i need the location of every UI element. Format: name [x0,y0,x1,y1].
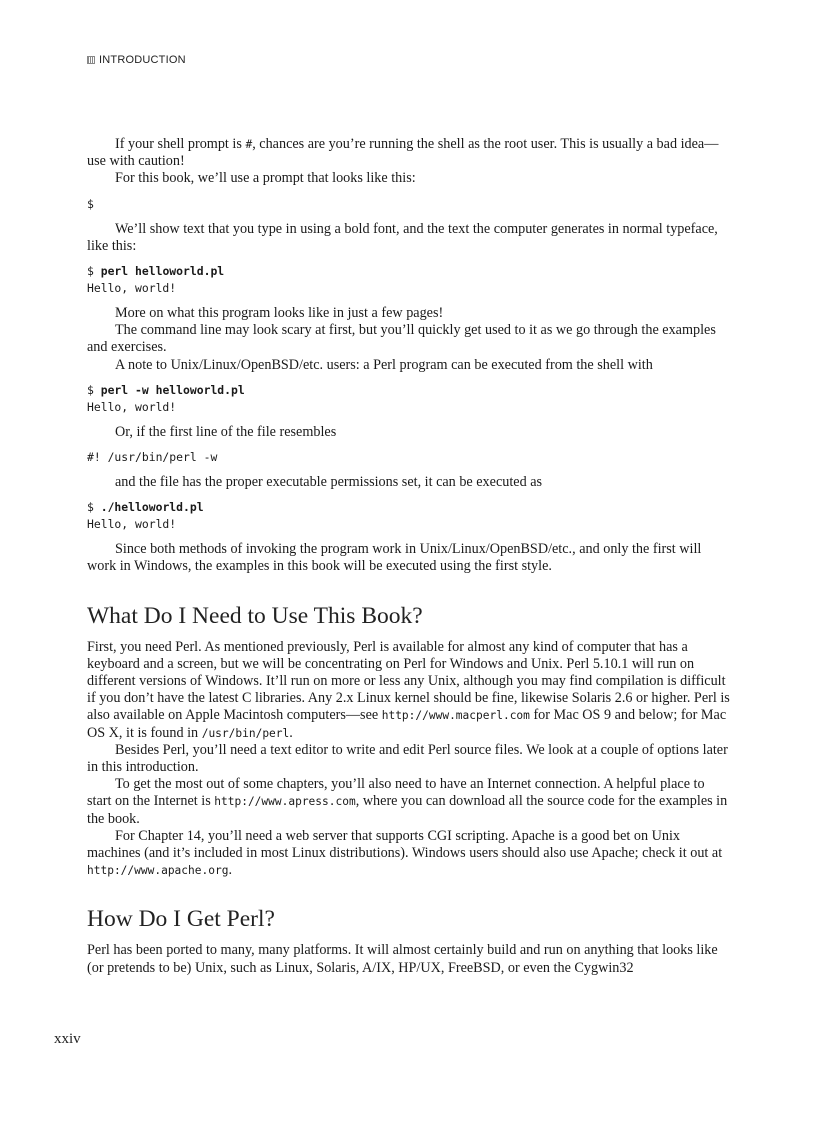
section-marker-icon [87,56,95,64]
heading-what-do-i-need: What Do I Need to Use This Book? [87,602,423,629]
code-prompt: $ [87,196,94,211]
paragraph-first-you-need-perl: First, you need Perl. As mentioned previously, Perl is available for almost any kind of computer that has a keyboard and a screen, but we will be concentrating on Perl for Windows and Unix. Perl 5.10.1 will run on different versions of Windows. It’ll run on more or less any Unix, although you may find compilation is difficult if you don’t have the latest C libraries. Any 2.x Linux kernel should be fine, likewise Solaris 2.6 or higher. Perl is also available on Apple Macintosh computers—see http://www.macperl.com for Mac OS 9 and below; for Mac OS X, it is found in /usr/bin/perl. [87,638,730,741]
typed-command: perl helloworld.pl [100,264,225,279]
code-block-2-input: $ perl -w helloworld.pl [87,382,245,397]
page-number: xxiv [54,1031,81,1047]
paragraph-unix-note: A note to Unix/Linux/OpenBSD/etc. users: a Perl program can be executed from the shell with [115,356,653,373]
heading-how-do-i-get-perl: How Do I Get Perl? [87,906,275,933]
code-block-1-output: Hello, world! [87,281,177,296]
code-block-3-output: Hello, world! [87,517,177,532]
paragraph-web-server: For Chapter 14, you’ll need a web server that supports CGI scripting. Apache is a good bet on Unix machines (and it’s included in most Linux distributions). Windows users should also use Apache; check it out at http://www.apache.org. [87,827,723,879]
paragraph-command-line: The command line may look scary at first, but you’ll quickly get used to it as we go through the examples and exercises. [87,322,716,356]
paragraph-prompt-intro: For this book, we’ll use a prompt that looks like this: [115,170,416,187]
code-shebang: #! /usr/bin/perl -w [87,450,218,465]
typed-command: ./helloworld.pl [100,500,204,515]
page-content [87,136,732,977]
paragraph-root-prompt: If your shell prompt is #, chances are you’re running the shell as the root user. This is usually a bad idea—use with caution! [87,136,719,170]
apache-url: http://www.apache.org [87,864,229,878]
typed-command: perl -w helloworld.pl [100,382,245,397]
paragraph-internet: To get the most out of some chapters, you’ll also need to have an Internet connection. A helpful place to start on the Internet is http://www.apress.com, where you can download all the source code for the examples in the book. [87,776,728,827]
code-block-2-output: Hello, world! [87,399,177,414]
macperl-url: http://www.macperl.com [381,709,530,723]
running-head [87,54,186,66]
inline-code: # [245,138,253,151]
perl-path: /usr/bin/perl [201,726,290,740]
paragraph-text-editor: Besides Perl, you’ll need a text editor to write and edit Perl source files. We look at a couple of options later in this introduction. [87,741,728,776]
paragraph-first-line: Or, if the first line of the file resembles [115,423,337,440]
running-head-label: INTRODUCTION [99,54,186,66]
code-block-3-input: $ ./helloworld.pl [87,500,204,515]
apress-url: http://www.apress.com [214,795,356,809]
paragraph-bold-convention: We’ll show text that you type in using a bold font, and the text the computer generates in normal typeface, like this: [87,220,718,254]
paragraph-more: More on what this program looks like in just a few pages! [115,305,444,322]
code-block-1-input: $ perl helloworld.pl [87,264,225,279]
paragraph-ported: Perl has been ported to many, many platforms. It will almost certainly build and run on anything that looks like (or pretends to be) Unix, such as Linux, Solaris, A/IX, HP/UX, FreeBSD, or even the Cygwin32 [87,942,718,976]
paragraph-executable: and the file has the proper executable permissions set, it can be executed as [115,474,543,491]
paragraph-both-methods: Since both methods of invoking the program work in Unix/Linux/OpenBSD/etc., and only the first will work in Windows, the examples in this book will be executed using the first style. [87,541,702,575]
